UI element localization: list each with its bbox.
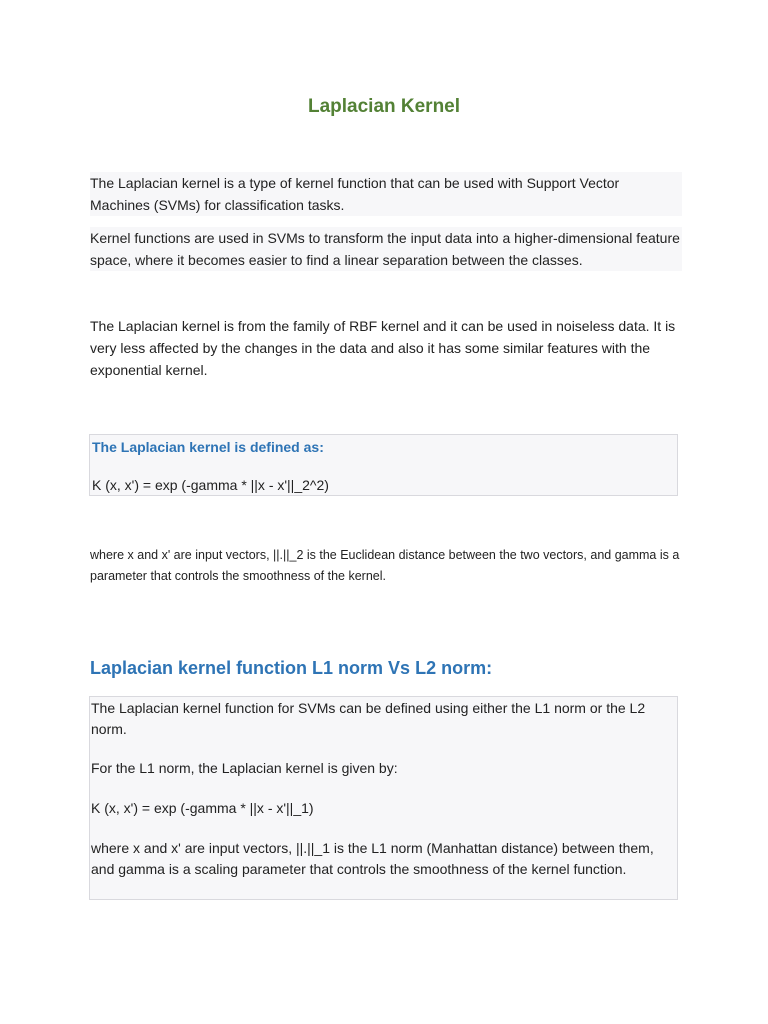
norm-paragraph-2: For the L1 norm, the Laplacian kernel is given by: bbox=[91, 760, 398, 776]
norm-box bbox=[89, 696, 678, 900]
definition-heading: The Laplacian kernel is defined as: bbox=[92, 439, 324, 455]
section-heading: Laplacian kernel function L1 norm Vs L2 norm: bbox=[90, 658, 493, 678]
definition-box bbox=[89, 434, 678, 496]
intro-paragraph-3: The Laplacian kernel is from the family of RBF kernel and it can be used in noiseless data. It is very less affected by the changes in the data and also it has some similar features with the exponential kernel. bbox=[90, 318, 676, 378]
norm-paragraph-1: The Laplacian kernel function for SVMs can be defined using either the L1 norm or the L2 norm. bbox=[91, 700, 646, 737]
definition-formula: K (x, x') = exp (-gamma * ||x - x'||_2^2) bbox=[92, 477, 329, 493]
intro-paragraph-1: The Laplacian kernel is a type of kernel function that can be used with Support Vector Machines (SVMs) for classification tasks. bbox=[90, 172, 682, 216]
definition-note: where x and x' are input vectors, ||.||_2 is the Euclidean distance between the two vectors, and gamma is a parameter that controls the smoothness of the kernel. bbox=[90, 548, 680, 583]
norm-paragraph-3: where x and x' are input vectors, ||.||_1 is the L1 norm (Manhattan distance) between them, and gamma is a scaling parameter that controls the smoothness of the kernel function. bbox=[91, 840, 654, 877]
intro-paragraph-2: Kernel functions are used in SVMs to transform the input data into a higher-dimensional feature space, where it becomes easier to find a linear separation between the classes. bbox=[90, 227, 682, 271]
document-title: Laplacian Kernel bbox=[307, 96, 461, 117]
norm-formula: K (x, x') = exp (-gamma * ||x - x'||_1) bbox=[91, 800, 314, 816]
